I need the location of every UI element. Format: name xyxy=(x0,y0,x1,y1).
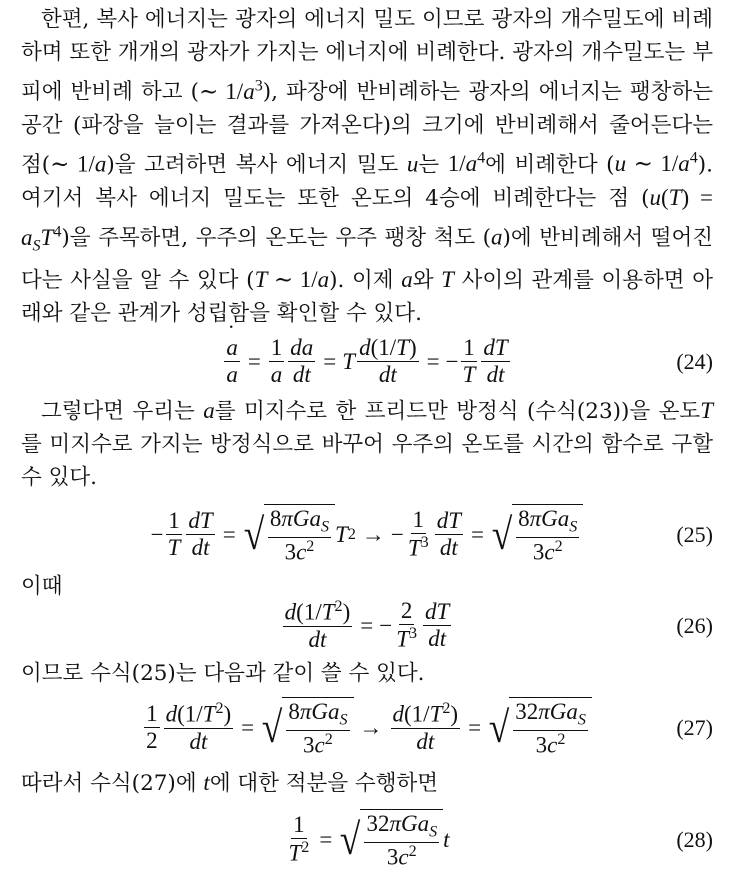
inline-math: T ∼ 1/a xyxy=(254,266,330,292)
text-run: 한편, 복사 에너지는 광자의 에너지 밀도 이므로 광자의 개수밀도에 비례하며 또한 개개의 광자가 가지는 에너지에 비례한다. 광자의 개수밀도는 부피에 반비례 하고 ( xyxy=(21,7,713,105)
equation-number: (26) xyxy=(676,612,713,638)
text-run: 따라서 수식(27)에 xyxy=(21,770,204,796)
text-run: )에 반비례해서 떨어진다는 사실을 알 수 있다 ( xyxy=(21,225,713,293)
inline-math: $u(T) = a_ST^4$ xyxy=(21,185,713,255)
text-run: )을 고려하면 복사 에너지 밀도 xyxy=(106,152,407,178)
paragraph-2 xyxy=(21,394,713,494)
paper-page xyxy=(21,0,713,880)
inline-math: T xyxy=(700,397,713,423)
equation-25: − $\frac{1}{T}$ $\frac{dT}{dt}$ = √ $\frac{8\pi Ga_S}{3c^2}$ T 2 → − $\frac{1}{T^3}$ $\frac{dT}{dt}$ = √ $\frac{8\pi Ga_S}{3c^2}$ (25) xyxy=(150,505,713,566)
inline-math: t xyxy=(203,769,210,795)
equation-number: (24) xyxy=(676,348,713,374)
inline-math: ∼ 1/a xyxy=(50,151,107,177)
equation-26: $\frac{d(1/T^2)}{dt}$ = − $\frac{2}{T^3}$ $\frac{dT}{dt}$ (26) xyxy=(284,598,713,652)
equation-28: $\frac{1}{T^2}$ = √ $\frac{32\pi Ga_S}{3c^2}$ t (28) xyxy=(288,810,713,871)
inline-math: a xyxy=(203,397,215,423)
text-run: ). 이제 xyxy=(329,267,402,293)
equation-number: (25) xyxy=(676,521,713,547)
inline-math: a xyxy=(491,224,503,250)
text-run: 를 미지수로 한 프리드만 방정식 (수식(23))을 온도 xyxy=(214,398,701,424)
equation-24: ˙ $\frac{a}{a}$ = $\frac{1}{a}$ $\frac{da}{dt}$ = T $\frac{d(1/T)}{dt}$ = − $\frac{1}{T}$ $\frac{dT}{dt}$ (24) xyxy=(21,330,713,394)
text-run: 사이의 관계를 이용하면 아래와 같은 관계가 성립함을 확인할 수 있다. xyxy=(21,267,713,326)
inline-math: u xyxy=(406,151,419,177)
equation-number: (28) xyxy=(676,826,713,852)
inline-math: a xyxy=(401,266,413,292)
text-run: 에 대한 적분을 수행하면 xyxy=(209,770,439,796)
text-run: 를 미지수로 가지는 방정식으로 바꾸어 우주의 온도를 시간의 함수로 구할 수 있다. xyxy=(21,431,713,490)
equation-number: (27) xyxy=(676,714,713,740)
text-run: )을 주목하면, 우주의 온도는 우주 팽창 척도 ( xyxy=(61,225,492,251)
text-run: 에 비례한다 ( xyxy=(485,152,615,178)
equation-27: $\frac{1}{2}$ $\frac{d(1/T^2)}{dt}$ = √ $\frac{8\pi Ga_S}{3c^2}$ → $\frac{d(1/T^2)}{dt}$ = √ $\frac{32\pi Ga_S}{3c^2}$ (27) xyxy=(146,698,713,759)
inline-math: u ∼ $1/a^4$ xyxy=(614,149,698,177)
text-run: 와 xyxy=(412,267,442,293)
paragraph-1 xyxy=(21,3,713,330)
paragraph-3: 이때 xyxy=(21,573,63,599)
paragraph-5 xyxy=(21,766,713,800)
inline-math: $1/a^4$ xyxy=(447,149,486,177)
text-run: 는 xyxy=(418,152,448,178)
text-run: ), 파장에 반비례하는 광자의 에너지는 팽창하는 공간 (파장을 늘이는 결과를 가져온다)의 크기에 반비례해서 줄어든다는 점( xyxy=(21,79,713,178)
paragraph-4: 이므로 수식(25)는 다음과 같이 쓸 수 있다. xyxy=(21,660,425,686)
inline-math: T xyxy=(441,266,454,292)
text-run: 그렇다면 우리는 xyxy=(41,398,204,424)
inline-math: ∼ $1/a^3$ xyxy=(199,77,263,104)
text-run: ). 여기서 복사 에너지 밀도는 또한 온도의 4승에 비례한다는 점 ( xyxy=(21,152,714,212)
